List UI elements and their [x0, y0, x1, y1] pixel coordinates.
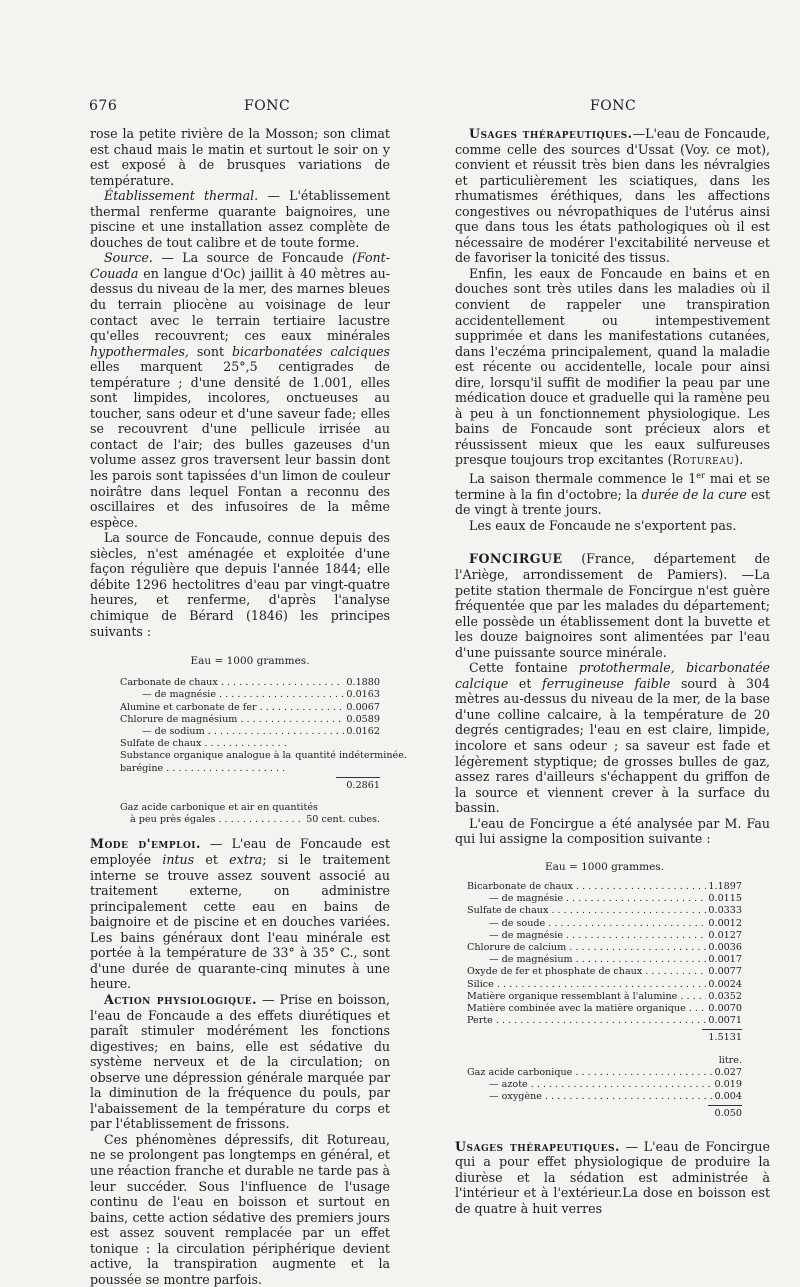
gas-row [467, 1079, 742, 1091]
row-label: Sulfate de chaux . . . [467, 905, 706, 917]
row-value: 0.0127 [708, 929, 742, 941]
row-label: Sulfate de chaux . . . [120, 738, 288, 750]
running-head-left: FONC [244, 98, 291, 114]
row-value: 0.0071 [708, 1015, 742, 1027]
text-enfin-end: ). [734, 452, 744, 468]
table-row [467, 966, 742, 978]
heading-mode-emploi: Mode d'emploi. [90, 836, 201, 852]
text-hypothermales: hypothermales, [90, 343, 189, 359]
paragraph-exploitation: La source de Foncaude, connue depuis des siècles, n'est aménagée et exploitée d'une façon régulière que depuis l'année 1844; elle débite 1296 hectolitres d'eau par vingt-quatre heures, et renferme, d'après l'analyse chimique de Bérard (1846) les principes suivants : [90, 530, 390, 639]
paragraph-export: Les eaux de Foncaude ne s'exportent pas. [469, 517, 737, 533]
text-saison-3: est de vingt à trente jours. [455, 486, 771, 518]
table-row [467, 1015, 742, 1027]
row-value: 1.1897 [708, 881, 742, 892]
paragraph-saison [455, 468, 770, 518]
text-ferrugineuse: ferrugineuse faible [542, 675, 671, 691]
heading-action: Action physiologique. [104, 991, 258, 1007]
text-etablissement: — L'établissement thermal renferme quarante baignoires, une piscine et une installation assez complète de douches de tout calibre et de toute forme. [90, 188, 390, 250]
paragraph-analyse: L'eau de Foncirgue a été analysée par M. Fau qui lui assigne la composition suivante : [455, 815, 770, 847]
paragraph-action [90, 992, 390, 1132]
table-row [120, 750, 407, 762]
table-row [120, 714, 380, 726]
text-source-1: — La source de Foncaude [152, 250, 353, 266]
table-total: 1.5131 [708, 1032, 742, 1044]
row-value: 0.0067 [346, 701, 380, 713]
row-value: 0.0012 [708, 917, 742, 929]
row-value: 0.004 [714, 1091, 742, 1103]
row-value: 0.0024 [708, 978, 742, 990]
row-label: Bicarbonate de chaux . . . [467, 881, 706, 893]
table-row [467, 881, 742, 893]
row-value: 0.0333 [708, 905, 742, 917]
running-head-right: FONC [590, 98, 637, 114]
heading-usages: Usages thérapeutiques. [469, 126, 633, 141]
text-mode-1: — L'eau de Foncaude est employée [90, 836, 391, 868]
table-rule [702, 1029, 742, 1030]
gas-row [467, 1067, 742, 1079]
row-label: Oxyde de fer et phosphate de chaux . . . [467, 966, 706, 978]
row-label: barégine . . . [120, 763, 288, 775]
table-row [120, 677, 380, 689]
text-mode-et: et [194, 852, 230, 868]
row-label: Substance organique analogue à la [120, 750, 292, 762]
table-row [120, 702, 380, 714]
paragraph-source [90, 250, 390, 530]
paragraph-foncirgue [455, 551, 770, 660]
heading-foncirgue: FONCIRGUE [469, 551, 563, 567]
row-value: 0.019 [714, 1079, 742, 1091]
paragraph-fontaine [455, 660, 770, 815]
table-row [120, 738, 290, 750]
table-row [467, 979, 742, 991]
paragraph-etablissement [90, 188, 390, 250]
text-cette-2: et [508, 675, 543, 691]
text-enfin: Enfin, les eaux de Foncaude en bains et en douches sont très utiles dans les maladies où il convient de rappeler une transpiration accidentellement ou intempestivement supprimée et dans les manifestations cutanées, dans l'eczéma principalement, quand la maladie est récente ou accidentelle, locale pour ainsi dire, lorsqu'il suffit de modifier la peau par une médication douce et graduelle qui la ramène peu à peu à un fonctionnement physiologique. Les bains de Foncaude sont précieux alors et réussissent mieux que les eaux sulfureuses presque toujours trop excitantes ( [455, 265, 770, 468]
table-row [467, 942, 742, 954]
table-row [467, 930, 742, 942]
paragraph-enfin [455, 266, 770, 468]
text-rotureau: Rotureau [672, 452, 735, 468]
table-total: 0.2861 [346, 779, 380, 791]
row-label: — de magnésium . . . [467, 954, 706, 966]
row-value: 0.0017 [708, 954, 742, 966]
row-value: 0.0589 [346, 713, 380, 725]
paragraph-usages [455, 126, 770, 266]
row-label: à peu près égales . . . [130, 814, 304, 826]
text-source-name: (Font-Couada [90, 250, 390, 281]
text-saison-2: mai et se termine à la fin d'octobre; la [455, 471, 771, 502]
table-row [467, 1003, 742, 1015]
analysis-table-foncaude [120, 655, 407, 826]
text-bicarbonatees: bicarbonatées calciques [231, 343, 390, 359]
text-saison-1: La saison thermale commence le 1 [469, 471, 697, 487]
table-caption: Eau = 1000 grammes. [544, 860, 665, 873]
left-column [90, 126, 407, 1287]
paragraph-usages-foncirgue [455, 1139, 770, 1217]
row-label: — azote . . . [467, 1079, 713, 1091]
row-label: Chlorure de calcium . . . [467, 942, 706, 954]
row-label: Matière organique ressemblant à l'alumine . . . [467, 991, 706, 1003]
table-row [467, 918, 742, 930]
table-row [467, 954, 742, 966]
text-extra: extra [229, 852, 263, 868]
text-protothermale: protothermale, bicarbonatée calcique [455, 660, 771, 691]
table-row [467, 991, 742, 1003]
row-value: 0.1880 [346, 677, 380, 689]
text-source-3: sont [188, 343, 232, 359]
gas-row [467, 1091, 742, 1103]
row-value: 0.0352 [708, 990, 742, 1002]
text-cette-1: Cette fontaine [469, 660, 579, 676]
paragraph-mode-emploi [90, 836, 390, 991]
paragraph-phenomenes: Ces phénomènes dépressifs, dit Rotureau, ne se prolongent pas longtemps en général, et une réaction franche et durable ne tarde pas à leur succéder. Sous l'influence de l'usage continu de l'eau en boisson et surtout en bains, cette action sédative des premiers jours est assez souvent remplacée par un effet tonique : la circulation périphérique devient active, la transpiration augmente et la poussée se montre parfois. [90, 1131, 390, 1287]
table-row [467, 905, 742, 917]
text-duree-cure: durée de la cure [641, 486, 747, 502]
analysis-table-foncirgue [467, 861, 742, 1121]
row-label: Silice . . . [467, 979, 706, 991]
table-rule [708, 1105, 742, 1106]
table-unit: litre. [718, 1054, 742, 1066]
row-value: 0.0077 [708, 966, 742, 978]
gas-row [120, 814, 380, 826]
row-value: 0.0162 [346, 726, 380, 738]
row-value: 0.0115 [708, 893, 742, 905]
text-usages: —L'eau de Foncaude, comme celle des sources d'Ussat (Voy. ce mot), convient et réussit très bien dans les névralgies et particulièrement les sciatiques, dans les rhumatismes éréthiques, dans les affections congestives ou névropathiques de l'utérus ainsi que dans tous les états pathologiques où il est nécessaire de modérer l'excitabilité nerveuse et de favoriser la tonicité des tissus. [455, 126, 771, 266]
row-label: Chlorure de magnésium . . . [120, 714, 344, 726]
table-rule [336, 777, 380, 778]
table-row [120, 763, 290, 775]
table-caption: Eau = 1000 grammes. [190, 655, 310, 668]
table-row [120, 726, 380, 738]
row-value: quantité indéterminée. [295, 750, 407, 762]
row-value: 0.0163 [346, 689, 380, 701]
table-row [467, 893, 742, 905]
text-cette-3: sourd à 304 mètres au-dessus du niveau de la mer, de la base d'une colline calcaire, à la température de 20 degrés centigrades; l'eau en est claire, limpide, incolore et sans odeur ; sa saveur est fade et légèrement styptique; de grosses bulles de gaz, assez rares d'ailleurs s'échappent du griffon de la source et viennent crever à la surface du bassin. [455, 675, 770, 816]
text-mode-2: ; si le traitement interne se trouve assez souvent associé au traitement externe, on administre principalement cette eau en bains de baignoire et de piscine et en douches variées. Les bains généraux dont l'eau minérale est portée à la température de 33° à 35° C., sont d'une durée de quarante-cinq minutes à une heure. [90, 852, 390, 992]
row-label: Alumine et carbonate de fer . . . [120, 702, 344, 714]
row-value: 0.0036 [708, 942, 742, 954]
gas-line: Gaz acide carbonique et air en quantités [120, 802, 318, 814]
row-label: Perte . . . [467, 1015, 706, 1027]
row-label: Matière combinée avec la matière organique . . . [467, 1003, 706, 1015]
text-saison-sup: er [696, 471, 705, 481]
right-column [455, 126, 770, 1216]
row-label: Carbonate de chaux . . . [120, 677, 344, 689]
row-label: — de soude . . . [467, 918, 706, 930]
row-value: 0.0070 [708, 1003, 742, 1015]
text-foncirgue: (France, département de l'Ariège, arrondissement de Pamiers). —La petite station thermale de Foncirgue n'est guère fréquentée que par les malades du département; elle possède un établissement dont la buvette et les douze baignoires sont alimentées par l'eau d'une puissante source minérale. [455, 551, 770, 660]
row-label: — de magnésie . . . [467, 930, 706, 942]
text-usages-foncirgue: — L'eau de Foncirgue qui a pour effet physiologique de produire la diurèse et la sédation est administrée à l'intérieur et à l'extérieur.La dose en boisson est de quatre à huit verres [455, 1138, 770, 1216]
row-label: Gaz acide carbonique . . . [467, 1067, 713, 1079]
text-intus: intus [162, 852, 195, 868]
paragraph-mosson: rose la petite rivière de la Mosson; son climat est chaud mais le matin et surtout le soir on y est exposé à de brusques variations de température. [90, 126, 390, 188]
gas-total: 0.050 [714, 1108, 742, 1120]
heading-usages-foncirgue: Usages thérapeutiques. [455, 1138, 620, 1154]
heading-source: Source. [104, 250, 153, 266]
row-label: — de magnésie . . . [120, 689, 344, 701]
page-number: 676 [89, 98, 118, 114]
table-row [120, 689, 380, 701]
row-label: — oxygène . . . [467, 1091, 713, 1103]
row-label: — de magnésie . . . [467, 893, 706, 905]
text-action: — Prise en boisson, l'eau de Foncaude a des effets diurétiques et paraît stimuler modérément les fonctions digestives; en bains, elle est sédative du système nerveux et de la circulation; on observe une dépression générale marquée par la diminution de la fréquence du pouls, par l'abaissement de la température du corps et par l'établissement de frissons. [90, 991, 390, 1132]
row-value: 50 cent. cubes. [306, 814, 380, 826]
heading-etablissement: Établissement thermal. [104, 188, 259, 204]
row-label: — de sodium . . . [120, 726, 344, 738]
text-source-4: elles marquent 25°,5 centigrades de température ; d'une densité de 1.001, elles sont limpides, incolores, onctueuses au toucher, sans odeur et d'une saveur fade; elles se recouvrent d'une pellicule irrisée au contact de l'air; des bulles gazeuses d'un volume assez gros traversent leur bassin dont les parois sont tapissées d'un limon de couleur noirâtre dans lequel Fontan a reconnu des oscillaires et des infusoires de la même espèce. [90, 359, 390, 530]
text-source-2: en langue d'Oc) jaillit à 40 mètres au-dessus du niveau de la mer, des marnes bleues du terrain pliocène au voisinage de leur contact avec le terrain tertiaire lacustre qu'elles recouvrent; ces eaux minérales [90, 265, 390, 344]
row-value: 0.027 [714, 1066, 742, 1078]
